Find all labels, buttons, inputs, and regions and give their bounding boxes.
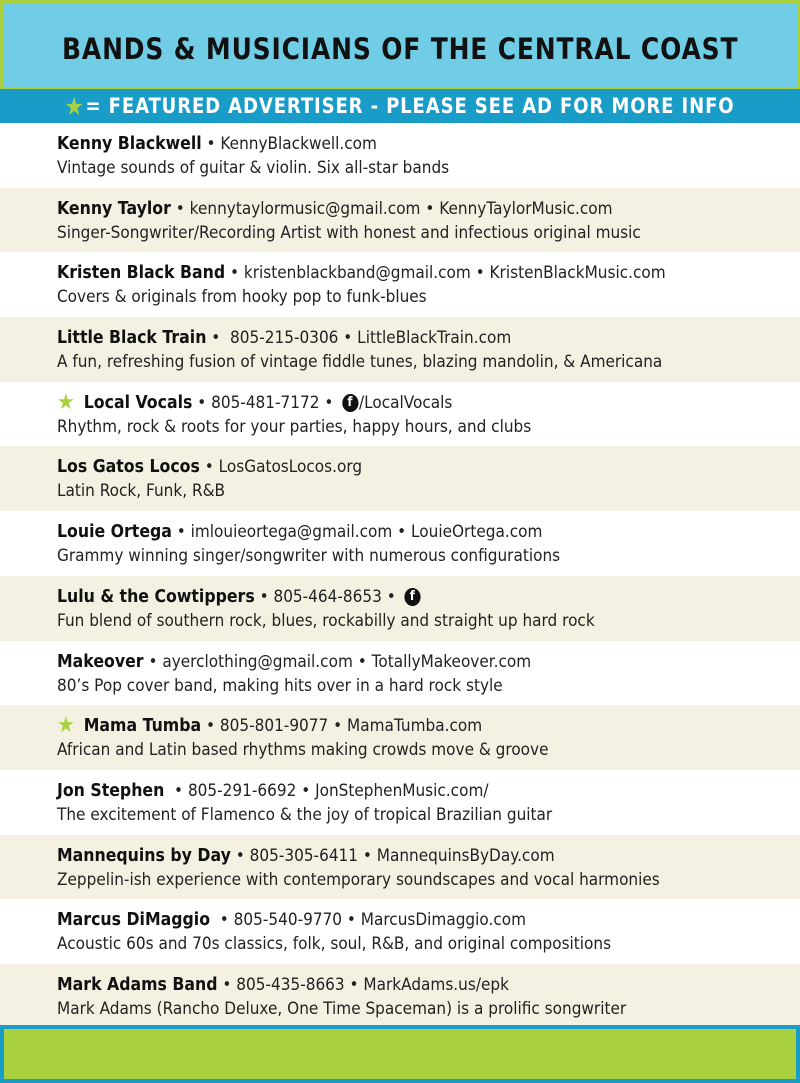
listing-row [0, 382, 800, 447]
contact-info: • 805-464-8653 • [254, 586, 401, 607]
band-name: Kenny Blackwell [57, 134, 202, 154]
band-name: Marcus DiMaggio [57, 910, 211, 931]
contact-info: • 805-481-7172 • [192, 392, 339, 413]
facebook-icon: f [342, 394, 358, 412]
listing-description: Fun blend of southern rock, blues, rockabilly and straight up hard rock [57, 610, 595, 631]
footer-frame [0, 1025, 800, 1083]
contact-info: • 805-540-9770 • MarcusDimaggio.com [210, 910, 527, 931]
footer-bar [4, 1029, 796, 1079]
contact-info: • LosGatosLocos.org [199, 457, 363, 478]
contact-info: • 805-291-6692 • JonStephenMusic.com/ [164, 780, 489, 801]
listing-header-line [57, 455, 795, 479]
header-banner [3, 3, 797, 87]
listing-header-line [57, 326, 795, 350]
listing-row [0, 123, 800, 188]
contact-info: • 805-435-8663 • MarkAdams.us/epk [217, 974, 509, 995]
legend-text: = FEATURED ADVERTISER - PLEASE SEE AD FOR MORE INFO [86, 94, 735, 118]
listing-row [0, 188, 800, 253]
listing-row [0, 576, 800, 641]
listing-description: Grammy winning singer/songwriter with numerous configurations [57, 546, 561, 567]
listing-row [0, 446, 800, 511]
listing-header-line [57, 197, 795, 221]
listing-description: Acoustic 60s and 70s classics, folk, soul, R&B, and original compositions [57, 934, 612, 955]
listing-header-line [57, 391, 795, 415]
band-name: Kenny Taylor [57, 198, 171, 219]
listing-description: African and Latin based rhythms making crowds move & groove [57, 740, 549, 761]
facebook-icon: f [404, 588, 420, 606]
contact-info: • 805-305-6411 • MannequinsByDay.com [230, 845, 555, 866]
listing-row [0, 511, 800, 576]
featured-legend-bar [0, 89, 800, 123]
band-name: Louie Ortega [57, 522, 172, 543]
band-name: Kristen Black Band [57, 263, 226, 284]
listing-header-line [57, 714, 795, 738]
star-icon: ★ [57, 713, 75, 739]
star-icon: ★ [57, 389, 75, 415]
listing-description: Zeppelin-ish experience with contemporary soundscapes and vocal harmonies [57, 869, 660, 890]
band-name: Lulu & the Cowtippers [57, 586, 255, 607]
listing-description: Singer-Songwriter/Recording Artist with honest and infectious original music [57, 222, 641, 243]
listing-row [0, 641, 800, 706]
listing-header-line [57, 844, 795, 868]
listing-header-line [57, 261, 795, 285]
page-title: BANDS & MUSICIANS OF THE CENTRAL COAST [61, 32, 739, 66]
listing-row [0, 835, 800, 900]
contact-info: • 805-215-0306 • LittleBlackTrain.com [206, 328, 512, 349]
legend-content [65, 91, 735, 121]
band-name: Jon Stephen [57, 780, 165, 801]
listing-description: A fun, refreshing fusion of vintage fiddle tunes, blazing mandolin, & Americana [57, 352, 663, 373]
star-icon: ★ [65, 91, 85, 121]
band-name: Local Vocals [83, 392, 193, 413]
listing-description: Covers & originals from hooky pop to funk-blues [57, 287, 427, 308]
listing-description: Latin Rock, Funk, R&B [57, 481, 226, 502]
band-name: Mama Tumba [83, 716, 202, 737]
listing-header-line [57, 779, 795, 803]
listings [0, 123, 800, 1029]
listing-header-line [57, 585, 795, 609]
band-name: Mannequins by Day [57, 845, 231, 866]
listing-description: 80’s Pop cover band, making hits over in a hard rock style [57, 675, 503, 696]
band-name: Mark Adams Band [57, 974, 218, 995]
listing-row [0, 770, 800, 835]
contact-info: • kennytaylormusic@gmail.com • KennyTaylorMusic.com [170, 198, 613, 219]
contact-info: • 805-801-9077 • MamaTumba.com [201, 716, 483, 737]
listing-description: The excitement of Flamenco & the joy of tropical Brazilian guitar [57, 804, 553, 825]
listing-description: Rhythm, rock & roots for your parties, happy hours, and clubs [57, 416, 532, 437]
band-name: Los Gatos Locos [57, 457, 200, 478]
listing-header-line [57, 132, 795, 156]
listing-header-line [57, 520, 795, 544]
listing-row [0, 317, 800, 382]
contact-info: • KennyBlackwell.com [201, 134, 377, 154]
contact-info: • ayerclothing@gmail.com • TotallyMakeover.com [143, 651, 532, 672]
contact-info: • kristenblackband@gmail.com • KristenBlackMusic.com [225, 263, 666, 284]
band-name: Makeover [57, 651, 144, 672]
listing-description: Vintage sounds of guitar & violin. Six all-star bands [57, 158, 450, 178]
header-frame [0, 0, 800, 89]
band-name: Little Black Train [57, 328, 207, 349]
listing-description: Mark Adams (Rancho Deluxe, One Time Spaceman) is a prolific songwriter [57, 998, 627, 1019]
listing-header-line [57, 908, 795, 932]
listing-row [0, 252, 800, 317]
listing-row [0, 705, 800, 770]
listing-header-line [57, 650, 795, 674]
listing-header-line [57, 973, 795, 997]
contact-info: • imlouieortega@gmail.com • LouieOrtega.com [171, 522, 543, 543]
facebook-handle: /LocalVocals [358, 392, 453, 413]
listing-row [0, 964, 800, 1029]
listing-row [0, 899, 800, 964]
